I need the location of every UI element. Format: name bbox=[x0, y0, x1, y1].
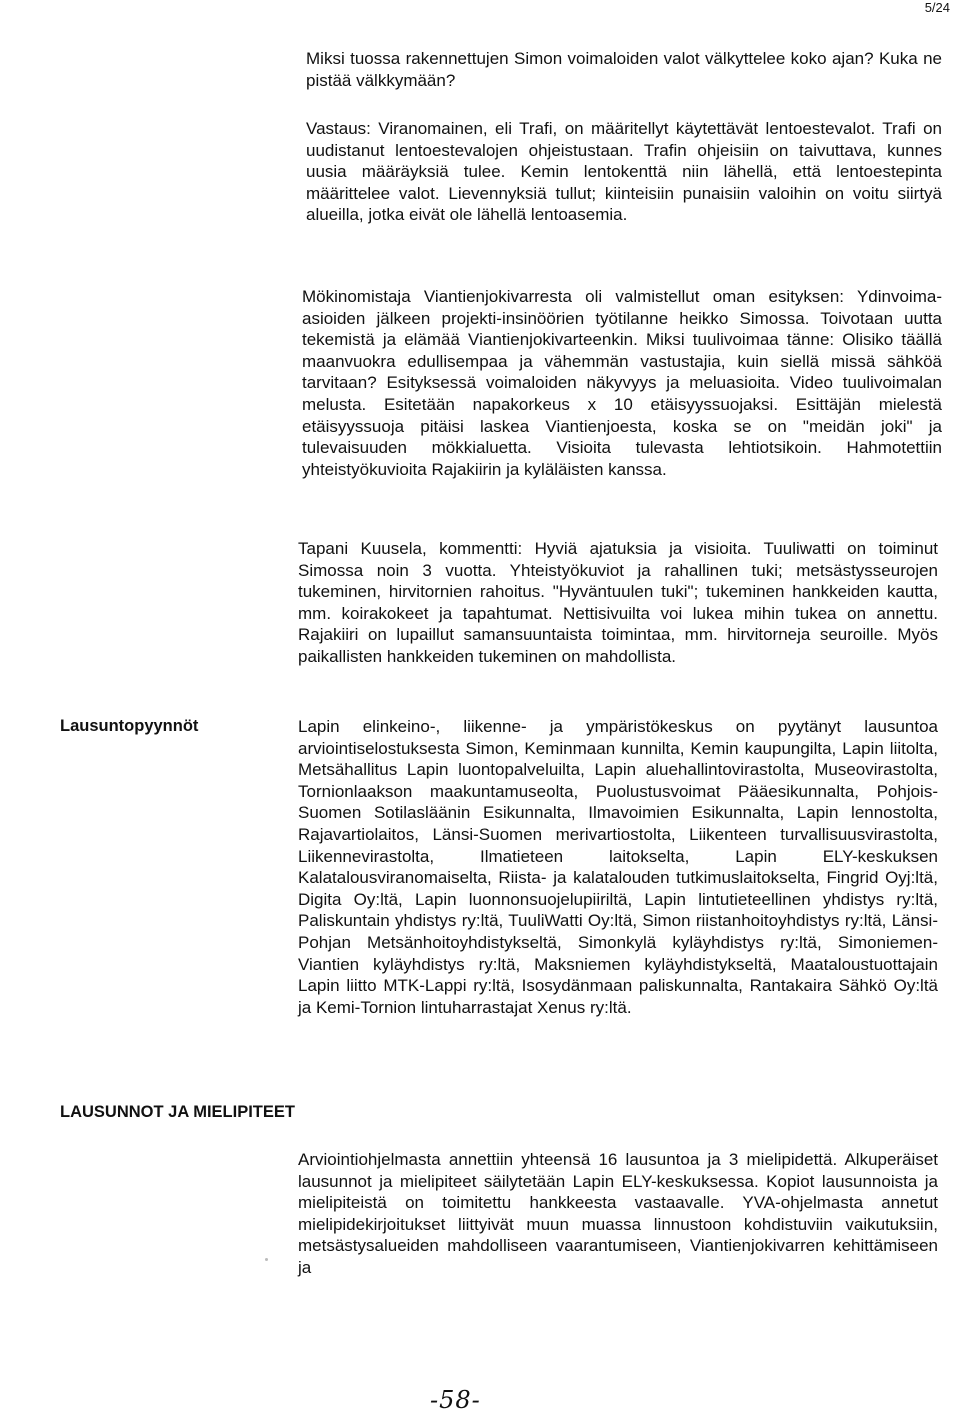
heading-lausuntopyynnot: Lausuntopyynnöt bbox=[60, 717, 199, 735]
heading-lausunnot-ja-mielipiteet: LAUSUNNOT JA MIELIPITEET bbox=[60, 1103, 295, 1121]
page-number: 5/24 bbox=[924, 0, 950, 15]
paragraph-question: Miksi tuossa rakennettujen Simon voimaloiden valot välkyttelee koko ajan? Kuka ne pistää välkkymään? bbox=[306, 49, 942, 90]
paragraph-comment: Tapani Kuusela, kommentti: Hyviä ajatuksia ja visioita. Tuuliwatti on toiminut Simossa noin 3 vuotta. Yhteistyökuviot ja rahallinen tuki; metsästysseurojen tukeminen, hirvitornien rahoitus. "Hyväntuulen tuki"; tukeminen hankkeiden kautta, mm. koirakokeet ja tapahtumat. Nettisivuilta voi lukea mihin tukea on annettu. Rajakiiri on lupaillut samansuuntaista toimintaa, mm. hirvitorneja seuroille. Myös paikallisten hankkeiden tukeminen on mahdollista. bbox=[298, 539, 938, 666]
paragraph-statements: Arviointiohjelmasta annettiin yhteensä 16 lausuntoa ja 3 mielipidettä. Alkuperäiset lausunnot ja mielipiteet säilytetään Lapin ELY-keskuksessa. Kopiot lausunnoista ja mielipiteistä on toimitettu hankkeesta vastaavalle. YVA-ohjelmasta annetut mielipidekirjoitukset liittyivät muun muassa linnustoon kohdistuviin vaikutuksiin, metsästysalueiden mahdolliseen vaarantumiseen, Viantienjokivarren kehittämiseen ja bbox=[298, 1150, 938, 1277]
footer-page-number: -58- bbox=[430, 1386, 481, 1414]
paragraph-answer: Vastaus: Viranomainen, eli Trafi, on määritellyt käytettävät lentoestevalot. Trafi on uudistanut lentoestevalojen ohjeistustaan. Trafin ohjeisiin on taivuttava, kunnes uusia määräyksiä tulee. Kemin lentokenttä niin lähellä, että lentoestepinta määrittelee valot. Lievennyksiä tullut; kiinteisiin punaisiin valoihin on voitu siirtyä alueilla, jotka eivät ole lähellä lentoasemia. bbox=[306, 119, 942, 225]
paragraph-requests: Lapin elinkeino-, liikenne- ja ympäristökeskus on pyytänyt lausuntoa arviointiselostuksesta Simon, Keminmaan kunnilta, Kemin kaupungilta, Lapin liitolta, Metsähallitus Lapin luontopalveluilta, Lapin aluehallintovirastolta, Museovirastolta, Tornionlaakson maakuntamuseolta, Puolustusvoimat Pääesikunnalta, Pohjois-Suomen Sotilasläänin Esikunnalta, Ilmavoimien Esikunnalta, Lapin lennostolta, Rajavartiolaitos, Länsi-Suomen merivartiostolta, Liikenteen turvallisuusvirastolta, Liikennevirastolta, Ilmatieteen laitokselta, Lapin ELY-keskuksen Kalatalousviranomaiselta, Riista- ja kalatalouden tutkimuslaitokselta, Fingrid Oyj:ltä, Digita Oy:ltä, Lapin luonnonsuojelupiiriltä, Lapin lintutieteellinen yhdistys ry:ltä, Paliskuntain yhdistys ry:ltä, TuuliWatti Oy:ltä, Simon riistanhoitoyhdistys ry:ltä, Länsi-Pohjan Metsänhoitoyhdistykseltä, Simonkylä kyläyhdistys ry:ltä, Simoniemen-Viantien kyläyhdistys ry:ltä, Maksniemen kyläyhdistykseltä, Maataloustuottajain Lapin liitto MTK-Lappi ry:ltä, Isosydänmaan paliskunnalta, Rantakaira Sähkö Oy:ltä ja Kemi-Tornion lintuharrastajat Xenus ry:ltä. bbox=[298, 717, 938, 1017]
paragraph-cottage-owner: Mökinomistaja Viantienjokivarresta oli valmistellut oman esityksen: Ydinvoima-asioiden jälkeen projekti-insinöörien työtilanne heikko Simossa. Toivotaan uutta tekemistä ja elämää Viantienjokivarteenkin. Miksi tuulivoimaa tänne: Olisiko täällä maanvuokra edullisempaa ja vähemmän vastustajia, kuin siellä missä sähköä tarvitaan? Esityksessä voimaloiden näkyvyys ja meluasioita. Video tuulivoimalan melusta. Esitetään napakorkeus x 10 etäisyyssuojaksi. Esittäjän mielestä etäisyyssuoja pitäisi laskea Viantienjoesta, koska se on "meidän joki" ja tulevaisuuden mökkialuetta. Visioita tulevasta lehtiotsikoin. Hahmotettiin yhteistyökuvioita Rajakiirin ja kyläläisten kanssa. bbox=[302, 287, 942, 479]
scan-speck bbox=[265, 1258, 268, 1261]
